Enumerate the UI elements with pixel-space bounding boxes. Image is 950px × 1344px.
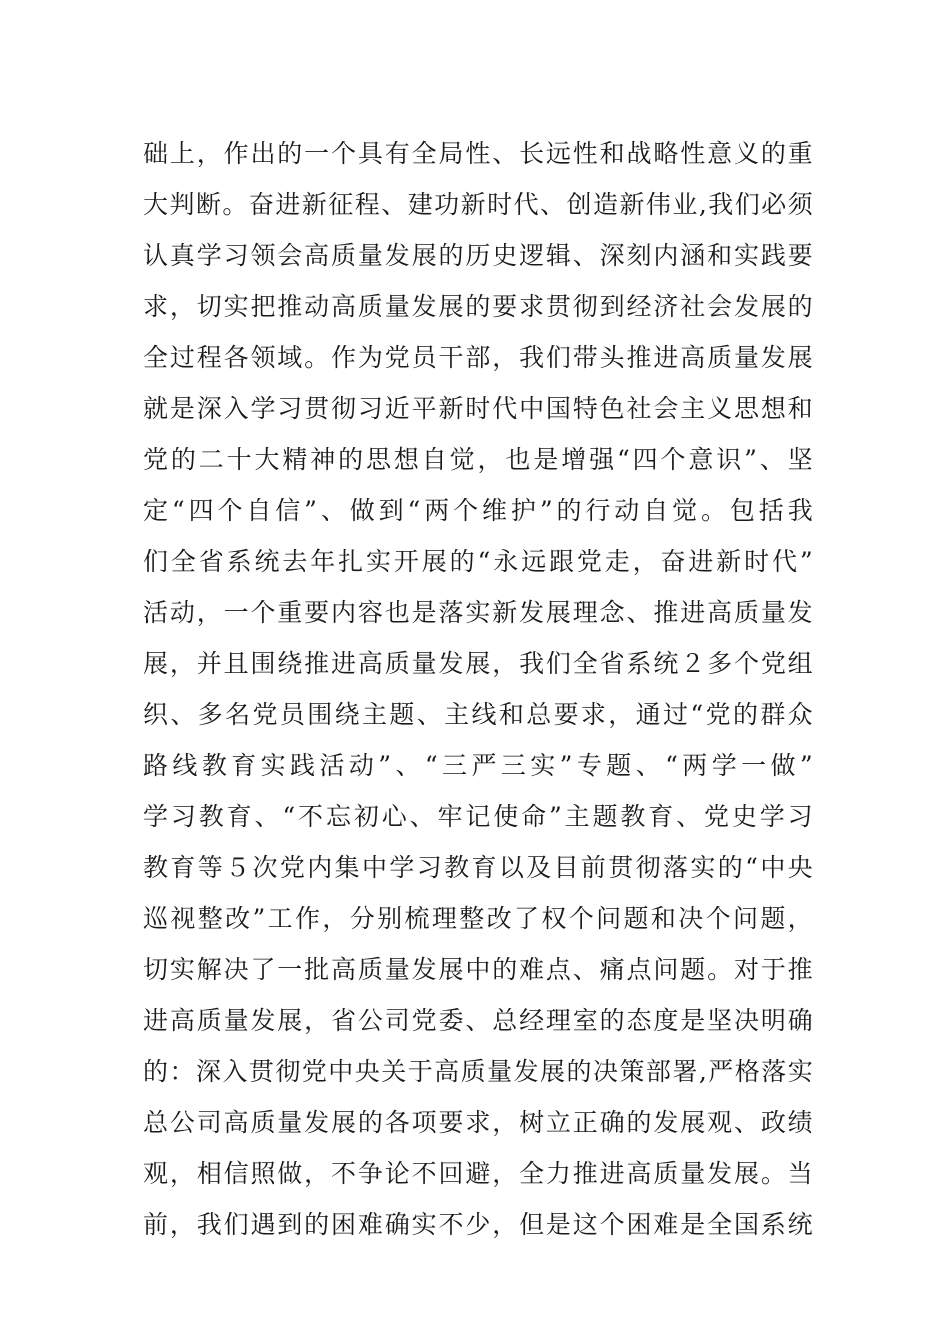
text-line: 巡视整改”工作，分别梳理整改了权个问题和决个问题， bbox=[143, 904, 813, 933]
text-line: 进高质量发展，省公司党委、总经理室的态度是坚决明确 bbox=[143, 1006, 813, 1035]
text-line: 总公司高质量发展的各项要求，树立正确的发展观、政绩 bbox=[143, 1108, 813, 1137]
text-line: 础上，作出的一个具有全局性、长远性和战略性意义的重 bbox=[143, 139, 813, 168]
text-line: 前，我们遇到的困难确实不少，但是这个困难是全国系统 bbox=[143, 1210, 813, 1239]
text-line: 就是深入学习贯彻习近平新时代中国特色社会主义思想和 bbox=[143, 394, 813, 423]
text-line: 们全省系统去年扎实开展的“永远跟党走，奋进新时代” bbox=[143, 547, 813, 576]
text-line: 定“四个自信”、做到“两个维护”的行动自觉。包括我 bbox=[143, 496, 813, 525]
text-line: 织、多名党员围绕主题、主线和总要求，通过“党的群众 bbox=[143, 700, 813, 729]
text-line: 学习教育、“不忘初心、牢记使命”主题教育、党史学习 bbox=[143, 802, 813, 831]
text-line: 全过程各领域。作为党员干部，我们带头推进高质量发展 bbox=[143, 343, 813, 372]
text-line: 教育等５次党内集中学习教育以及目前贯彻落实的“中央 bbox=[143, 853, 813, 882]
body-paragraph bbox=[143, 128, 813, 1250]
text-line: 的：深入贯彻党中央关于高质量发展的决策部署,严格落实 bbox=[143, 1057, 813, 1086]
text-line: 大判断。奋进新征程、建功新时代、创造新伟业,我们必须 bbox=[143, 190, 813, 219]
text-line: 认真学习领会高质量发展的历史逻辑、深刻内涵和实践要 bbox=[143, 241, 813, 270]
text-line: 路线教育实践活动”、“三严三实”专题、“两学一做” bbox=[143, 751, 813, 780]
text-line: 展，并且围绕推进高质量发展，我们全省系统２多个党组 bbox=[143, 649, 813, 678]
text-line: 党的二十大精神的思想自觉，也是增强“四个意识”、坚 bbox=[143, 445, 813, 474]
text-line: 活动，一个重要内容也是落实新发展理念、推进高质量发 bbox=[143, 598, 813, 627]
text-line: 求，切实把推动高质量发展的要求贯彻到经济社会发展的 bbox=[143, 292, 813, 321]
text-line: 观，相信照做，不争论不回避，全力推进高质量发展。当 bbox=[143, 1159, 813, 1188]
text-line: 切实解决了一批高质量发展中的难点、痛点问题。对于推 bbox=[143, 955, 813, 984]
